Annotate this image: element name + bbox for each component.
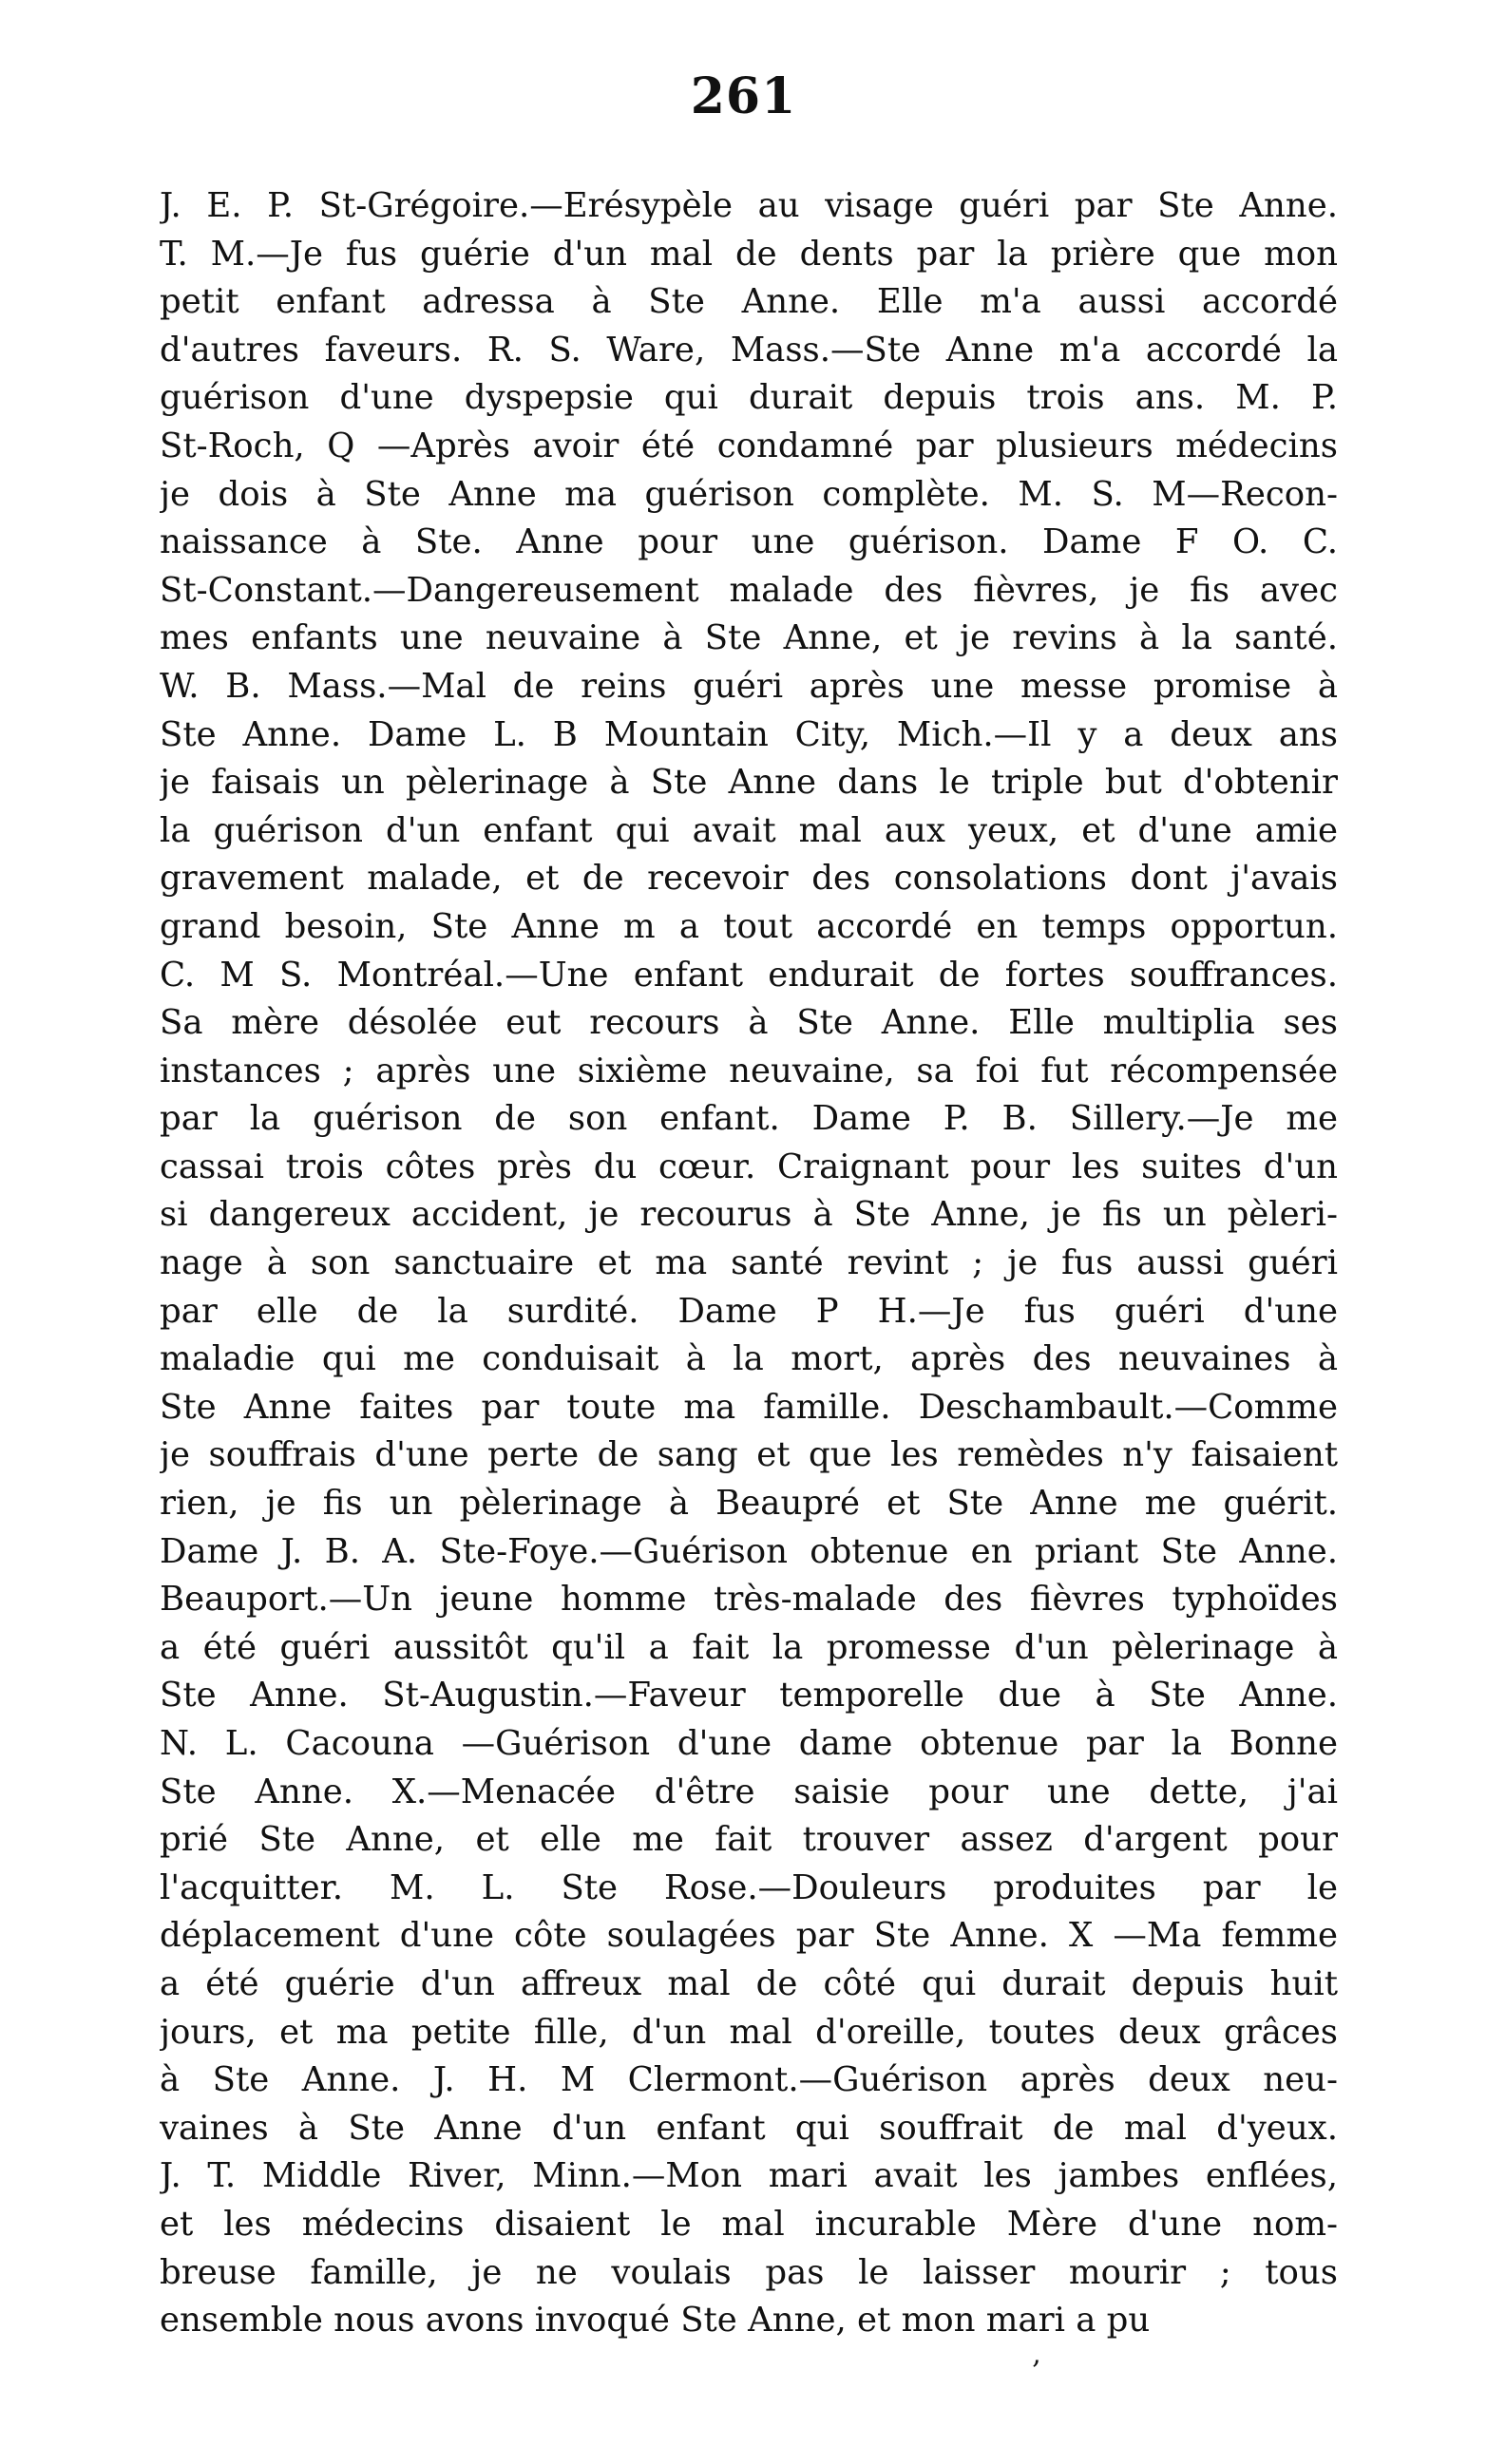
text-line: St-Roch, Q —Après avoir été condamné par plusieurs médecins: [160, 426, 1338, 465]
text-line: à Ste Anne. J. H. M Clermont.—Guérison après deux neu-: [160, 2060, 1338, 2100]
text-line: prié Ste Anne, et elle me fait trouver assez d'argent pour: [160, 1820, 1338, 1860]
text-line: W. B. Mass.—Mal de reins guéri après une messe promise à: [160, 666, 1338, 706]
text-line: J. T. Middle River, Minn.—Mon mari avait les jambes enflées,: [160, 2156, 1338, 2196]
page-number: 261: [690, 67, 797, 125]
text-line: C. M S. Montréal.—Une enfant endurait de fortes souffrances.: [160, 955, 1338, 995]
text-line: Ste Anne. X.—Menacée d'être saisie pour une dette, j'ai: [160, 1772, 1338, 1811]
text-line: T. M.—Je fus guérie d'un mal de dents par la prière que mon: [160, 234, 1338, 274]
text-line: par elle de la surdité. Dame P H.—Je fus guéri d'une: [160, 1291, 1338, 1331]
text-line: gravement malade, et de recevoir des consolations dont j'avais: [160, 859, 1338, 899]
body-text: [160, 182, 1338, 2345]
text-line: je faisais un pèlerinage à Ste Anne dans le triple but d'obtenir: [160, 763, 1338, 803]
text-line: breuse famille, je ne voulais pas le laisser mourir ; tous: [160, 2252, 1338, 2292]
text-line: cassai trois côtes près du cœur. Craignant pour les suites d'un: [160, 1147, 1338, 1186]
text-line: d'autres faveurs. R. S. Ware, Mass.—Ste Anne m'a accordé la: [160, 330, 1338, 370]
text-line: J. E. P. St-Grégoire.—Erésypèle au visage guéri par Ste Anne.: [160, 186, 1338, 225]
text-line: maladie qui me conduisait à la mort, après des neuvaines à: [160, 1339, 1338, 1379]
text-line: petit enfant adressa à Ste Anne. Elle m'a aussi accordé: [160, 282, 1338, 322]
text-line: et les médecins disaient le mal incurable Mère d'une nom-: [160, 2204, 1338, 2244]
text-line: N. L. Cacouna —Guérison d'une dame obtenue par la Bonne: [160, 1724, 1338, 1763]
text-line: vaines à Ste Anne d'un enfant qui souffrait de mal d'yeux.: [160, 2108, 1338, 2148]
text-line: Ste Anne. Dame L. B Mountain City, Mich.—Il y a deux ans: [160, 714, 1338, 754]
text-line: l'acquitter. M. L. Ste Rose.—Douleurs produites par le: [160, 1867, 1338, 1907]
text-line: déplacement d'une côte soulagées par Ste Anne. X —Ma femme: [160, 1916, 1338, 1956]
text-line: je dois à Ste Anne ma guérison complète. M. S. M—Recon-: [160, 474, 1338, 514]
text-line: Sa mère désolée eut recours à Ste Anne. Elle multiplia ses: [160, 1003, 1338, 1043]
text-line: jours, et ma petite fille, d'un mal d'oreille, toutes deux grâces: [160, 2012, 1338, 2052]
text-line: naissance à Ste. Anne pour une guérison. Dame F O. C.: [160, 522, 1338, 562]
text-line: guérison d'une dyspepsie qui durait depuis trois ans. M. P.: [160, 378, 1338, 418]
text-line: rien, je fis un pèlerinage à Beaupré et Ste Anne me guérit.: [160, 1484, 1338, 1524]
text-line: Ste Anne. St-Augustin.—Faveur temporelle due à Ste Anne.: [160, 1676, 1338, 1715]
text-line: a été guéri aussitôt qu'il a fait la promesse d'un pèlerinage à: [160, 1627, 1338, 1667]
text-line: si dangereux accident, je recourus à Ste Anne, je fis un pèleri-: [160, 1195, 1338, 1235]
text-line: je souffrais d'une perte de sang et que les remèdes n'y faisaient: [160, 1435, 1338, 1475]
text-line: la guérison d'un enfant qui avait mal aux yeux, et d'une amie: [160, 810, 1338, 850]
text-line: mes enfants une neuvaine à Ste Anne, et je revins à la santé.: [160, 618, 1338, 658]
text-line: grand besoin, Ste Anne m a tout accordé en temps opportun.: [160, 906, 1338, 946]
text-line: instances ; après une sixième neuvaine, sa foi fut récompensée: [160, 1051, 1338, 1090]
stray-mark: ‚: [1032, 2338, 1041, 2371]
text-line: par la guérison de son enfant. Dame P. B. Sillery.—Je me: [160, 1099, 1338, 1139]
text-line: Beauport.—Un jeune homme très-malade des fièvres typhoïdes: [160, 1580, 1338, 1620]
text-line: nage à son sanctuaire et ma santé revint ; je fus aussi guéri: [160, 1243, 1338, 1283]
text-line: ensemble nous avons invoqué Ste Anne, et mon mari a pu: [160, 2301, 1151, 2341]
text-line: Ste Anne faites par toute ma famille. Deschambault.—Comme: [160, 1387, 1338, 1427]
text-line: Dame J. B. A. Ste-Foye.—Guérison obtenue en priant Ste Anne.: [160, 1531, 1338, 1571]
text-line: St-Constant.—Dangereusement malade des fièvres, je fis avec: [160, 570, 1338, 610]
text-line: a été guérie d'un affreux mal de côté qui durait depuis huit: [160, 1963, 1338, 2003]
